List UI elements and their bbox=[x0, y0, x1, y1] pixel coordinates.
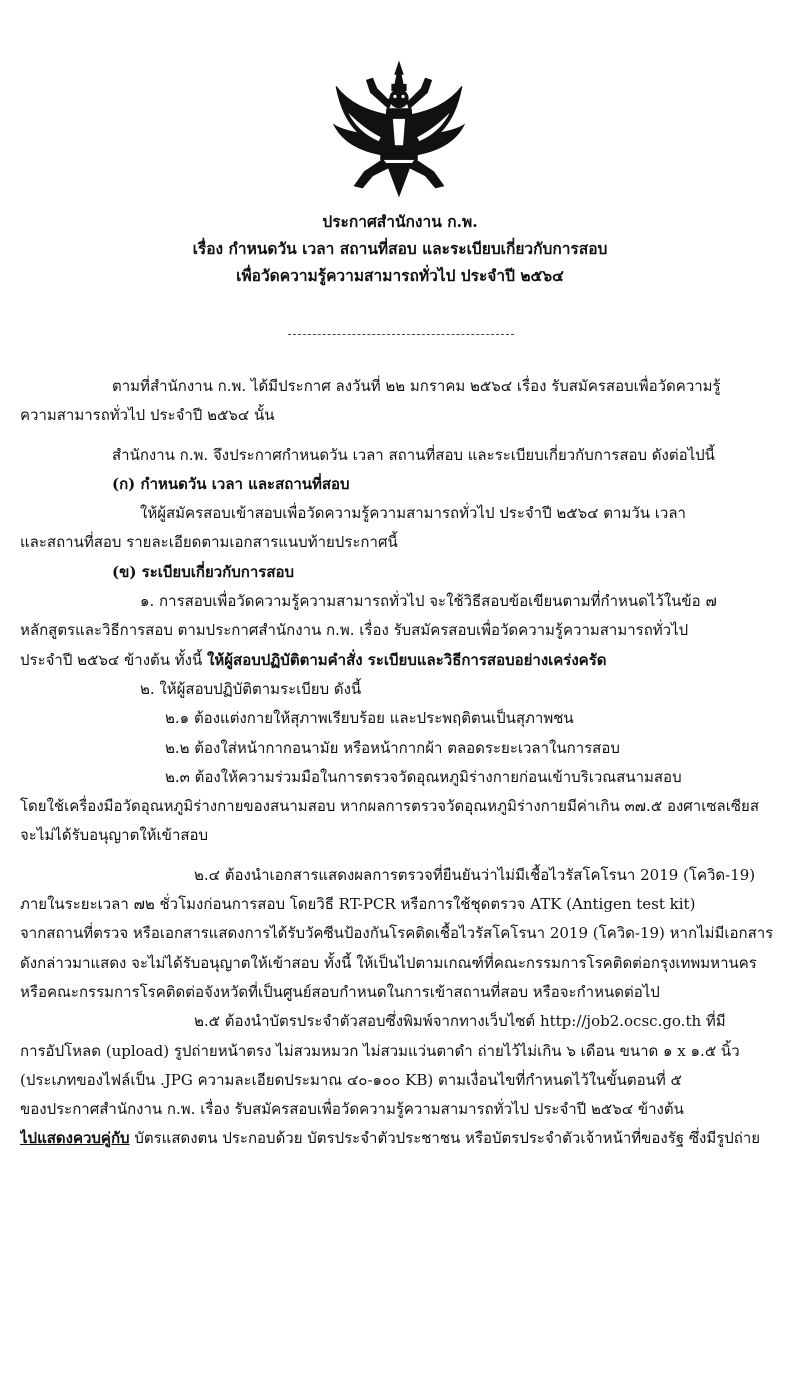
item-1-line-3-text: ประจำปี ๒๕๖๔ ข้างต้น ทั้งนี้ bbox=[20, 650, 208, 669]
paragraph-3-line-2: และสถานที่สอบ รายละเอียดตามเอกสารแนบท้ายประกาศนี้ bbox=[20, 533, 398, 552]
item-1-line-1: ๑. การสอบเพื่อวัดความรู้ความสามารถทั่วไป จะใช้วิธีสอบข้อเขียนตามที่กำหนดไว้ในข้อ ๗ bbox=[140, 592, 717, 611]
item-2-5-line-1: ๒.๕ ต้องนำบัตรประจำตัวสอบซึ่งพิมพ์จากทางเว็บไซต์ http://job2.ocsc.go.th ที่มี bbox=[194, 1012, 726, 1031]
title-divider bbox=[288, 334, 514, 335]
item-2-2: ๒.๒ ต้องใส่หน้ากากอนามัย หรือหน้ากากผ้า ตลอดระยะเวลาในการสอบ bbox=[165, 738, 620, 757]
paragraph-3-line-1: ให้ผู้สมัครสอบเข้าสอบเพื่อวัดความรู้ความสามารถทั่วไป ประจำปี ๒๕๖๔ ตามวัน เวลา bbox=[140, 504, 686, 523]
item-1-emphasis: ให้ผู้สอบปฏิบัติตามคำสั่ง ระเบียบและวิธีการสอบอย่างเคร่งครัด bbox=[207, 650, 607, 669]
title-line-3: เพื่อวัดความรู้ความสามารถทั่วไป ประจำปี ๒๕๖๔ bbox=[236, 266, 564, 285]
item-2-5-line-4: ของประกาศสำนักงาน ก.พ. เรื่อง รับสมัครสอบเพื่อวัดความรู้ความสามารถทั่วไป ประจำปี ๒๕๖๔ ข้างต้น bbox=[20, 1100, 684, 1119]
item-2-5-line-5 bbox=[20, 1124, 790, 1153]
item-2-4-line-1: ๒.๔ ต้องนำเอกสารแสดงผลการตรวจที่ยืนยันว่าไม่มีเชื้อไวรัสโคโรนา 2019 (โควิด-19) bbox=[194, 865, 756, 884]
item-2-4-line-4: ดังกล่าวมาแสดง จะไม่ได้รับอนุญาตให้เข้าสอบ ทั้งนี้ ให้เป็นไปตามเกณฑ์ที่คณะกรรมการโรคติดต่อกรุงเทพมหานคร bbox=[20, 953, 757, 972]
paragraph-2: สำนักงาน ก.พ. จึงประกาศกำหนดวัน เวลา สถานที่สอบ และระเบียบเกี่ยวกับการสอบ ดังต่อไปนี้ bbox=[112, 445, 715, 464]
paragraph-1-line-2: ความสามารถทั่วไป ประจำปี ๒๕๖๔ นั้น bbox=[20, 406, 275, 425]
title-line-2: เรื่อง กำหนดวัน เวลา สถานที่สอบ และระเบียบเกี่ยวกับการสอบ bbox=[192, 239, 608, 258]
item-2-5-underlined-phrase: ไปแสดงควบคู่กับ bbox=[20, 1129, 130, 1148]
item-1-line-2: หลักสูตรและวิธีการสอบ ตามประกาศสำนักงาน ก.พ. เรื่อง รับสมัครสอบเพื่อวัดความรู้ความสามารถทั่วไป bbox=[20, 621, 689, 640]
item-2-3-line-2: โดยใช้เครื่องมือวัดอุณหภูมิร่างกายของสนามสอบ หากผลการตรวจวัดอุณหภูมิร่างกายมีค่าเกิน ๓๗.๕ องศาเซลเซียส bbox=[20, 797, 759, 816]
item-2-5-line-2: การอัปโหลด (upload) รูปถ่ายหน้าตรง ไม่สวมหมวก ไม่สวมแว่นตาดำ ถ่ายไว้ไม่เกิน ๖ เดือน ขนาด ๑ x ๑.๕ นิ้ว bbox=[20, 1041, 740, 1060]
item-2-4-line-3: จากสถานที่ตรวจ หรือเอกสารแสดงการได้รับวัคซีนป้องกันโรคติดเชื้อไวรัสโคโรนา 2019 (โควิด-19) หากไม่มีเอกสาร bbox=[20, 924, 774, 943]
item-2-heading: ๒. ให้ผู้สอบปฏิบัติตามระเบียบ ดังนี้ bbox=[140, 679, 362, 698]
item-2-4-line-2: ภายในระยะเวลา ๗๒ ชั่วโมงก่อนการสอบ โดยวิธี RT-PCR หรือการใช้ชุดตรวจ ATK (Antigen test kit) bbox=[20, 895, 696, 914]
item-2-5-line-5-text: บัตรแสดงตน ประกอบด้วย บัตรประจำตัวประชาชน หรือบัตรประจำตัวเจ้าหน้าที่ของรัฐ ซึ่งมีรูปถ่าย bbox=[129, 1129, 761, 1148]
announcement-body bbox=[20, 372, 790, 1154]
announcement-title bbox=[0, 208, 800, 289]
item-2-4-line-5: หรือคณะกรรมการโรคติดต่อจังหวัดที่เป็นศูนย์สอบกำหนดในการเข้าสถานที่สอบ หรือจะกำหนดต่อไป bbox=[20, 982, 660, 1001]
item-1-line-3 bbox=[20, 646, 790, 675]
title-line-1: ประกาศสำนักงาน ก.พ. bbox=[322, 212, 478, 231]
paragraph-1-line-1: ตามที่สำนักงาน ก.พ. ได้มีประกาศ ลงวันที่ ๒๒ มกราคม ๒๕๖๔ เรื่อง รับสมัครสอบเพื่อวัดความรู้ bbox=[112, 377, 721, 395]
section-b-heading: (ข) ระเบียบเกี่ยวกับการสอบ bbox=[112, 562, 295, 581]
garuda-emblem-icon bbox=[328, 58, 470, 200]
item-2-3-line-1: ๒.๓ ต้องให้ความร่วมมือในการตรวจวัดอุณหภูมิร่างกายก่อนเข้าบริเวณสนามสอบ bbox=[165, 767, 682, 786]
item-2-3-line-3: จะไม่ได้รับอนุญาตให้เข้าสอบ bbox=[20, 826, 209, 845]
item-2-1: ๒.๑ ต้องแต่งกายให้สุภาพเรียบร้อย และประพฤติตนเป็นสุภาพชน bbox=[165, 709, 574, 728]
item-2-5-line-3: (ประเภทของไฟล์เป็น .JPG ความละเอียดประมาณ ๔๐-๑๐๐ KB) ตามเงื่อนไขที่กำหนดไว้ในขั้นตอนที่ ๕ bbox=[20, 1070, 682, 1089]
section-a-heading: (ก) กำหนดวัน เวลา และสถานที่สอบ bbox=[112, 474, 350, 493]
